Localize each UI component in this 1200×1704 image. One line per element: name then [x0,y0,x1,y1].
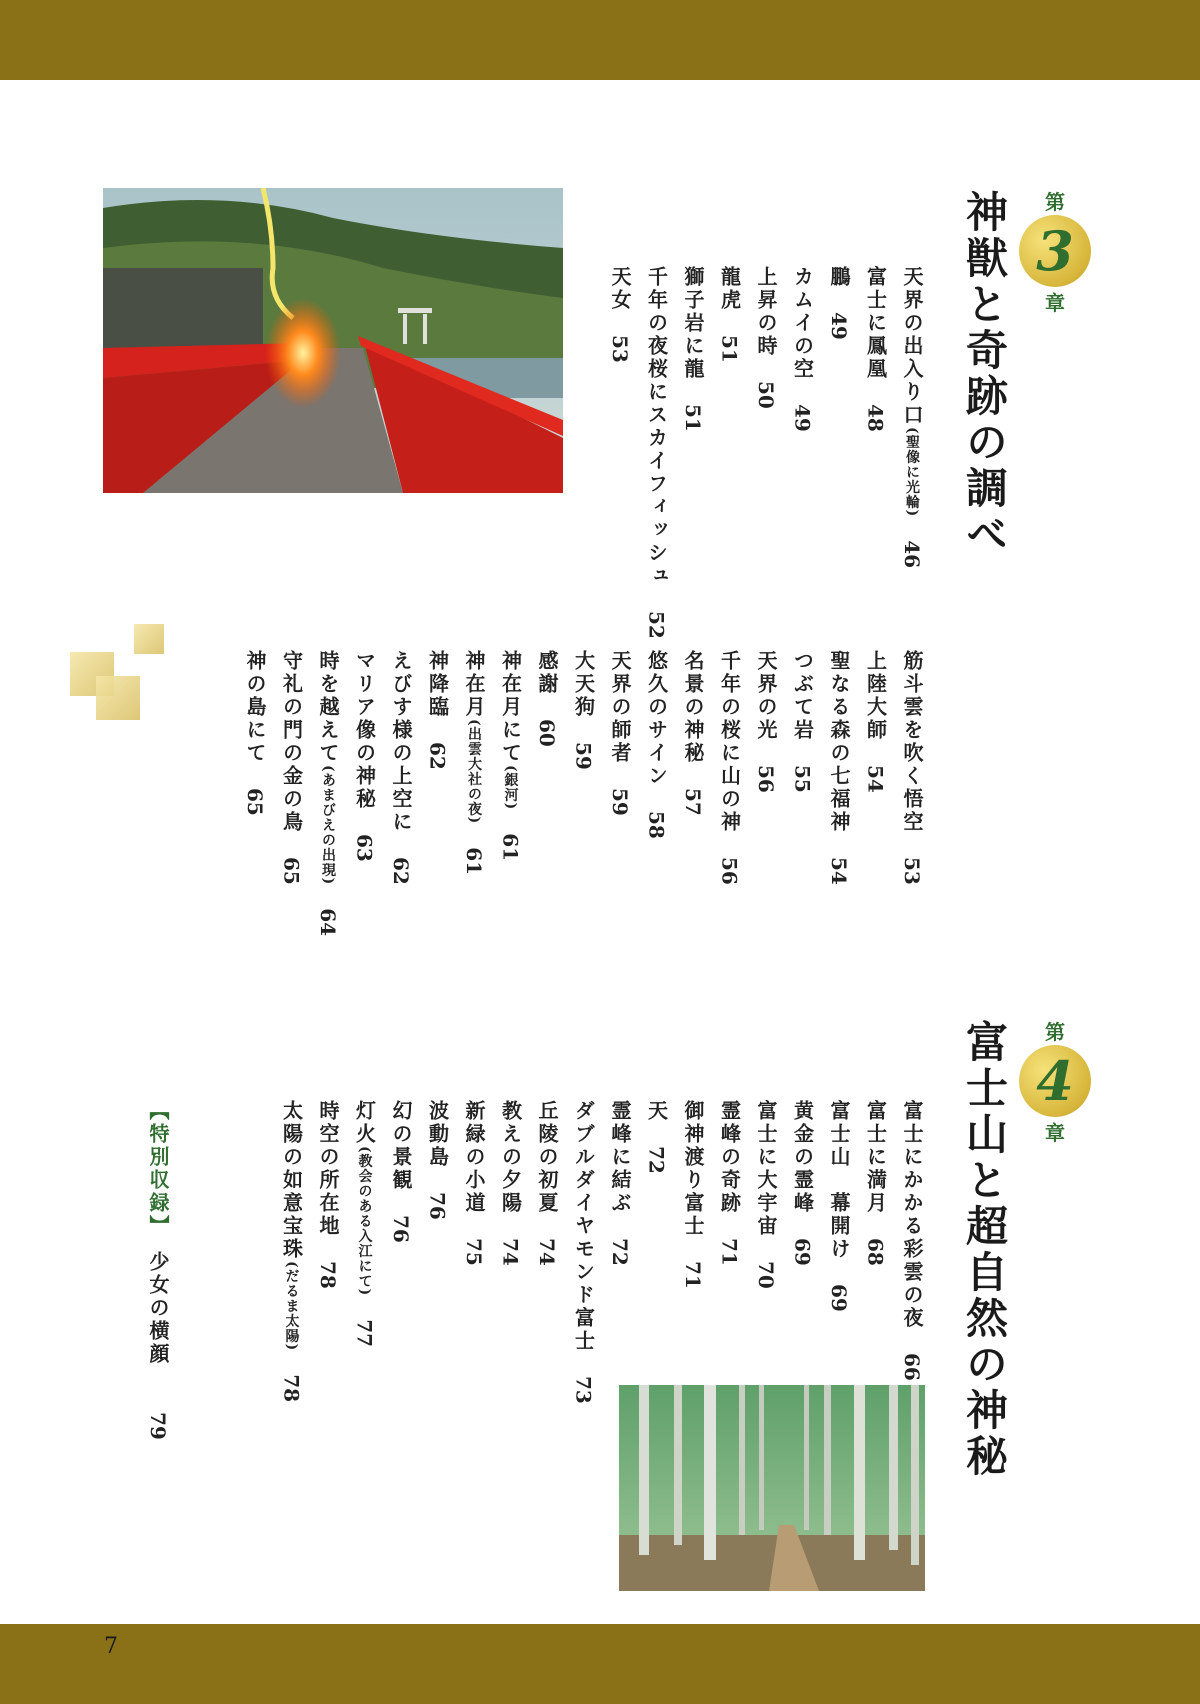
toc-entry-page: 53 [608,335,632,363]
toc-entry-title: 千年の桜に山の神 [717,650,742,834]
chapter3-photo-red-bridge [103,188,563,493]
toc-entry [683,266,703,432]
top-border-band [0,0,1200,80]
toc-entry [391,650,411,885]
toc-entry-page: 78 [316,1261,340,1289]
toc-entry [717,266,742,363]
toc-entry [790,1100,815,1266]
toc-entry [571,1100,596,1404]
toc-entry-title: 時空の所在地 [316,1100,340,1238]
toc-entry-title: ダブルダイヤモンド富士 [571,1100,596,1353]
toc-entry-page: 59 [608,788,632,816]
chapter3-badge-number: 3 [1019,215,1091,287]
toc-entry-page: 60 [535,719,559,747]
toc-entry-page: 75 [462,1238,486,1266]
toc-entry-subtitle: (出雲大社の夜) [466,719,482,825]
toc-entry-page: 64 [316,908,340,937]
toc-entry-page: 61 [462,847,486,876]
toc-entry-page: 55 [790,765,815,793]
toc-entry-title: 天 [644,1100,669,1123]
toc-entry-page: 78 [279,1374,304,1403]
special-section-entry [148,1100,168,1440]
toc-entry-page: 73 [571,1376,596,1404]
toc-entry-page: 69 [790,1238,815,1266]
toc-entry [610,266,630,363]
special-bracket-open: 【 [146,1100,170,1123]
toc-entry-title: 新緑の小道 [462,1100,486,1215]
toc-entry [644,266,669,639]
toc-entry-page: 51 [717,335,742,363]
toc-entry-subtitle: (銀河) [502,765,519,811]
toc-entry [352,1100,377,1348]
toc-entry-title: えびす様の上空に [389,650,413,834]
toc-entry-title: 天界の師者 [608,650,632,765]
chapter4-title: 富士山と超自然の神秘 [960,1020,1009,1480]
toc-entry-title: 霊峰の奇跡 [717,1100,742,1215]
toc-entry-title: 黄金の霊峰 [790,1100,815,1215]
toc-entry-title: 獅子岩に龍 [681,266,705,381]
toc-entry-title: 神降臨 [425,650,450,719]
toc-entry-page: 52 [644,611,669,639]
toc-entry-title: 上陸大師 [863,650,888,742]
chapter4-photo-beech-forest [619,1385,925,1591]
toc-entry-title: 神の島にて [243,650,267,765]
toc-entry [245,650,265,816]
toc-entry [644,1100,669,1174]
toc-entry-subtitle: (だるま太陽) [283,1261,300,1352]
toc-entry-title: 天女 [608,266,632,312]
toc-entry-page: 77 [352,1319,377,1348]
bottom-border-band [0,1624,1200,1704]
decorative-gold-square [96,676,140,720]
toc-entry-title: 龍虎 [717,266,742,312]
toc-entry [829,266,849,340]
toc-entry-page: 48 [863,404,888,432]
toc-entry-page: 70 [754,1261,778,1289]
toc-entry-title: 筋斗雲を吹く悟空 [900,650,924,834]
toc-entry [683,650,703,816]
toc-entry [464,650,484,875]
toc-entry [464,1100,484,1266]
toc-entry-page: 65 [243,788,267,816]
chapter4-badge-number: 4 [1019,1045,1091,1117]
toc-entry-title: カムイの空 [790,266,815,381]
toc-entry-subtitle: (聖像に光輪) [904,427,920,518]
toc-entry [863,1100,888,1266]
toc-entry-title: 神在月にて [498,650,523,765]
toc-entry [863,650,888,793]
toc-entry-title: 時を越えて [316,650,340,765]
chapter4-badge-dai: 第 [1045,1020,1065,1044]
toc-entry-page: 69 [827,1284,851,1312]
toc-entry-page: 68 [863,1238,888,1266]
toc-entry [610,1100,630,1266]
toc-entry [537,1100,557,1266]
toc-entry-title: マリア像の神秘 [352,650,377,811]
toc-entry-title: 大天狗 [571,650,596,719]
toc-entry [717,1100,742,1266]
toc-entry-title: 教えの夕陽 [498,1100,523,1215]
toc-entry-subtitle: (あまびえの出現) [320,765,336,886]
toc-entry-title: 富士に満月 [863,1100,888,1215]
toc-entry [790,650,815,793]
toc-entry-title: 御神渡り富士 [681,1100,705,1238]
toc-entry-page: 65 [279,857,304,885]
special-label: 特別収録 [146,1123,170,1215]
toc-entry-title: 聖なる森の七福神 [827,650,851,834]
chapter3-badge-dai: 第 [1045,190,1065,214]
toc-entry [902,650,922,885]
toc-entry [756,266,776,409]
toc-entry-title: 波動島 [425,1100,450,1169]
toc-entry [498,1100,523,1266]
toc-entry-title: 富士に鳳凰 [863,266,888,381]
toc-entry-title: 天界の出入り口 [900,266,924,427]
toc-entry [318,1100,338,1289]
toc-entry-title: 天界の光 [754,650,778,742]
toc-entry-subtitle: (教会のある入江にて) [356,1146,373,1297]
toc-entry-title: 太陽の如意宝珠 [279,1100,304,1261]
toc-entry [425,1100,450,1220]
toc-entry [279,650,304,885]
toc-entry [352,650,377,862]
toc-entry [537,650,557,747]
toc-entry-page: 74 [535,1238,559,1266]
toc-entry [829,1100,849,1312]
toc-entry-title: 富士に大宇宙 [754,1100,778,1238]
toc-entry-page: 71 [681,1261,705,1289]
toc-entry [498,650,523,862]
toc-entry-title: つぶて岩 [790,650,815,742]
toc-entry-page: 61 [498,833,523,862]
toc-entry-title: 富士山 幕開け [827,1100,851,1261]
toc-entry-page: 63 [352,834,377,862]
toc-entry-page: 51 [681,404,705,432]
toc-entry-page: 76 [389,1215,413,1243]
toc-entry-title: 神在月 [462,650,486,719]
chapter3-title: 神獣と奇跡の調べ [960,190,1009,558]
toc-entry-title: 名景の神秘 [681,650,705,765]
toc-entry-page: 46 [900,540,924,569]
toc-entry [391,1100,411,1243]
toc-entry-title: 守礼の門の金の鳥 [279,650,304,834]
toc-entry-title: 富士にかかる彩雲の夜 [900,1100,924,1330]
toc-entry-page: 50 [754,381,778,409]
toc-entry-page: 59 [571,742,596,770]
toc-entry [902,1100,922,1381]
toc-entry-page: 56 [717,857,742,885]
toc-entry-title: 丘陵の初夏 [535,1100,559,1215]
toc-entry [610,650,630,816]
toc-entry-page: 58 [644,811,669,839]
toc-entry [829,650,849,885]
toc-entry-page: 53 [900,857,924,885]
toc-entry-title: 悠久のサイン [644,650,669,788]
toc-entry [756,650,776,793]
toc-entry-page: 71 [717,1238,742,1266]
toc-entry [571,650,596,770]
chapter3-badge-sho: 章 [1045,291,1065,315]
toc-entry-page: 62 [425,742,450,770]
toc-entry [756,1100,776,1289]
chapter4-badge-sho: 章 [1045,1121,1065,1145]
special-page: 79 [146,1412,170,1440]
toc-entry-page: 49 [790,404,815,432]
toc-entry-page: 57 [681,788,705,816]
toc-entry-page: 56 [754,765,778,793]
toc-entry [279,1100,304,1403]
special-bracket-close: 】 [146,1215,170,1228]
decorative-gold-square [134,624,164,654]
toc-entry [425,650,450,770]
toc-entry [644,650,669,839]
toc-entry-page: 76 [425,1192,450,1220]
page-number: 7 [104,1634,118,1659]
toc-entry-page: 72 [608,1238,632,1266]
toc-entry-page: 54 [827,857,851,885]
toc-entry [902,266,922,568]
toc-entry-page: 74 [498,1238,523,1266]
toc-entry-page: 62 [389,857,413,885]
toc-entry-page: 49 [827,312,851,340]
special-title: 少女の横顔 [146,1251,170,1366]
toc-entry-page: 54 [863,765,888,793]
toc-entry-title: 幻の景観 [389,1100,413,1192]
toc-entry-title: 灯火 [352,1100,377,1146]
toc-entry [790,266,815,432]
toc-entry-page: 72 [644,1146,669,1174]
toc-entry [717,650,742,885]
toc-entry [683,1100,703,1289]
toc-entry-page: 66 [900,1353,924,1381]
toc-entry-title: 上昇の時 [754,266,778,358]
toc-entry [863,266,888,432]
toc-entry-title: 千年の夜桜にスカイフィッシュ [644,266,669,588]
toc-entry-title: 霊峰に結ぶ [608,1100,632,1215]
toc-entry-title: 感謝 [535,650,559,696]
toc-entry [318,650,338,936]
toc-entry-title: 鵬 [827,266,851,289]
